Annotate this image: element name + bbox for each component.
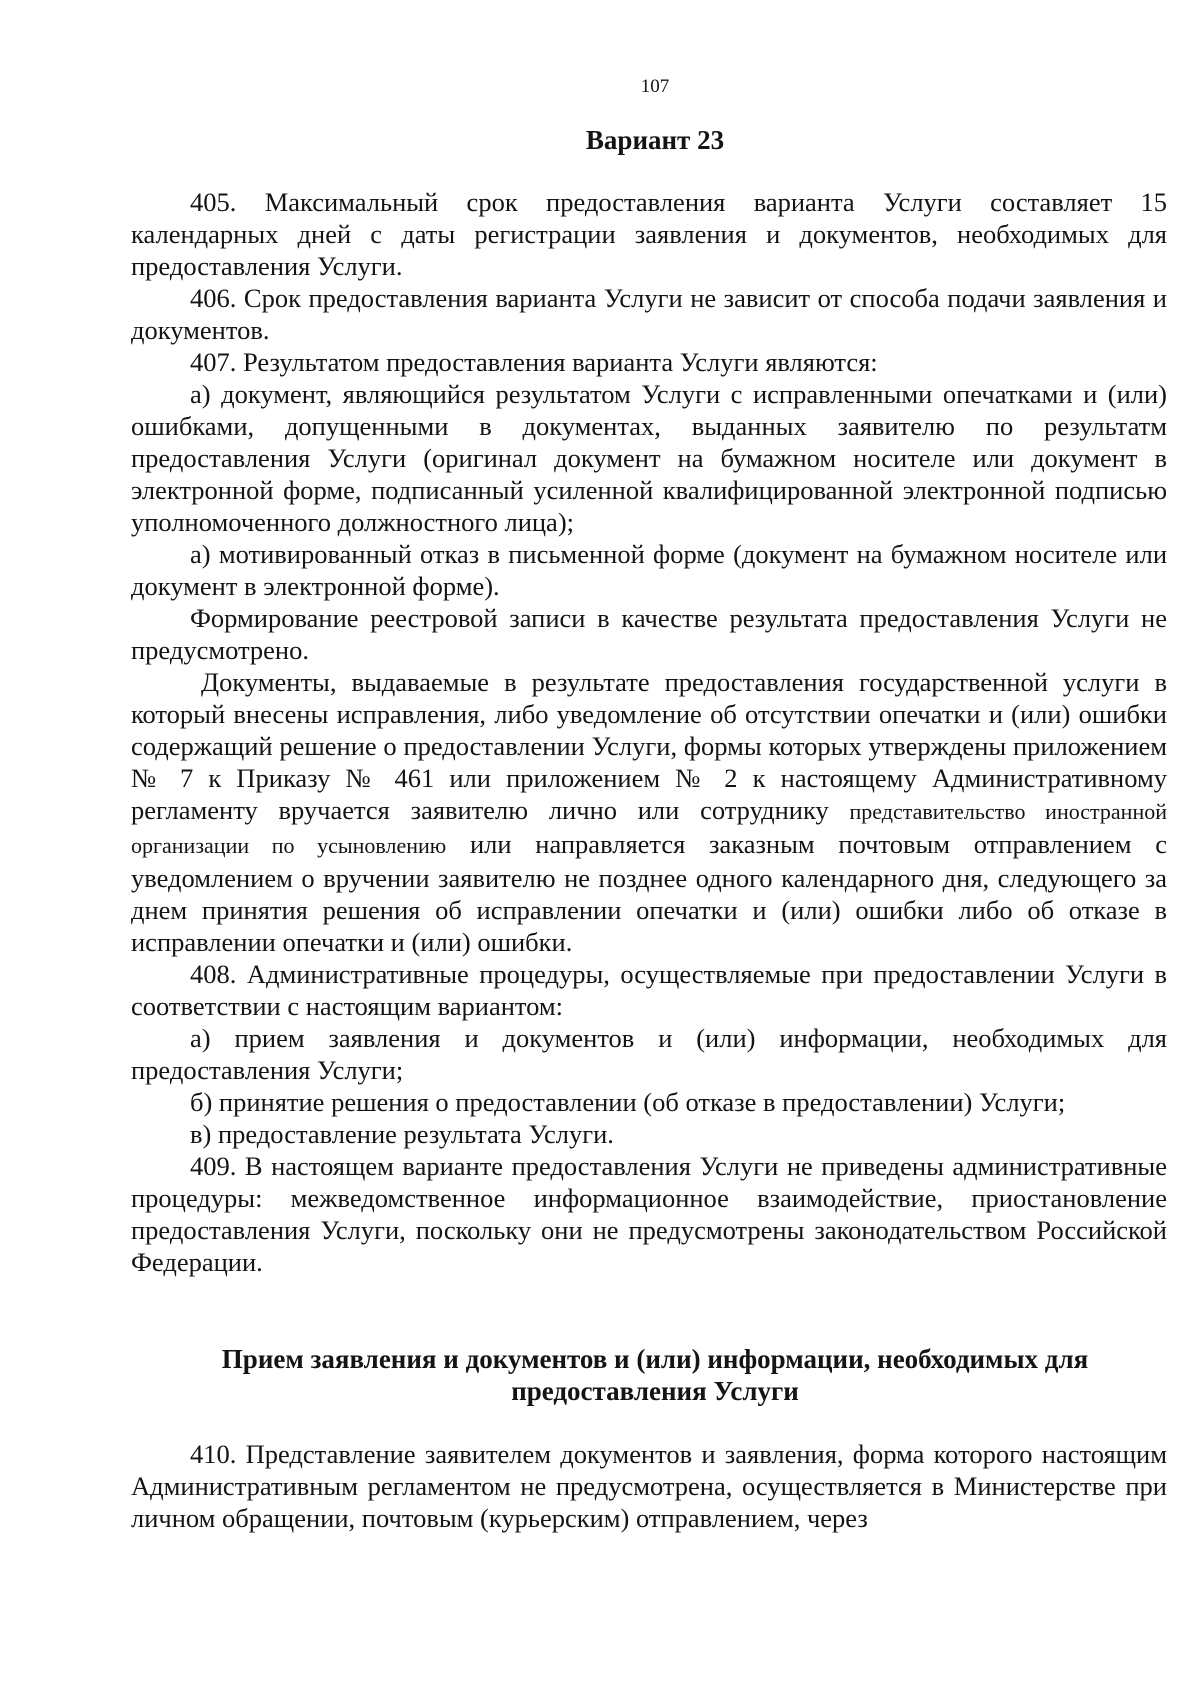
body-text-block (131, 186, 1167, 1278)
paragraph-410: 410. Представление заявителем документов и заявления, форма которого настоящим Административным регламентом не предусмотрена, осуществляется в Министерстве при личном обращении, почтовым (курьерским) отправлением, через (131, 1439, 1167, 1533)
issued-documents-text-2: или направляется заказным почтовым отправлением с уведомлением о вручении заявителю не позднее одного календарного дня, следующего за днем принятия решения об исправлении опечатки и (или) ошибки либо об отказе в исправлении опечатки и (или) ошибки. (131, 829, 1167, 957)
issued-documents-text-1: Документы, выдаваемые в результате предоставления государственной услуги в который внесены исправления, либо уведомление об отсутствии опечатки и (или) ошибки содержащий решение о предоставлении Услуги, формы которых утверждены приложением № 7 к Приказу № 461 или приложением № 2 к настоящему Административному регламенту вручается заявителю лично или сотруднику (131, 667, 1167, 825)
paragraph-405: 405. Максимальный срок предоставления варианта Услуги составляет 15 календарных дней с даты регистрации заявления и документов, необходимых для предоставления Услуги. (131, 187, 1167, 281)
paragraph-408-item-b: б) принятие решения о предоставлении (об отказе в предоставлении) Услуги; (190, 1087, 1066, 1117)
paragraph-registry-note: Формирование реестровой записи в качестве результата предоставления Услуги не предусмотрено. (131, 603, 1167, 665)
page-number: 107 (640, 76, 670, 97)
paragraph-407-item-a-refusal: а) мотивированный отказ в письменной форме (документ на бумажном носителе или документ в электронной форме). (131, 539, 1167, 601)
paragraph-406: 406. Срок предоставления варианта Услуги не зависит от способа подачи заявления и документов. (131, 283, 1167, 345)
issued-documents-text-small: представительство иностранной организации по усыновлению (131, 799, 1167, 858)
section-heading-line-1: Прием заявления и документов и (или) информации, необходимых для (221, 1344, 1089, 1374)
section-heading-line-2: предоставления Услуги (511, 1376, 799, 1406)
section-heading (50, 1343, 1200, 1407)
paragraph-issued-documents (131, 666, 1167, 958)
variant-heading: Вариант 23 (585, 125, 725, 155)
body-text-block-2 (131, 1438, 1167, 1534)
paragraph-408-item-c: в) предоставление результата Услуги. (190, 1119, 614, 1149)
paragraph-408-item-a: а) прием заявления и документов и (или) информации, необходимых для предоставления Услуги; (131, 1023, 1167, 1085)
paragraph-407-item-a: а) документ, являющийся результатом Услуги с исправленными опечатками и (или) ошибками, допущенными в документах, выданных заявителю по результатм предоставления Услуги (оригинал документ на бумажном носителе или документ в электронной форме, подписанный усиленной квалифицированной электронной подписью уполномоченного должностного лица); (131, 379, 1167, 537)
paragraph-408: 408. Административные процедуры, осуществляемые при предоставлении Услуги в соответствии с настоящим вариантом: (131, 959, 1167, 1021)
paragraph-407: 407. Результатом предоставления варианта Услуги являются: (190, 347, 878, 377)
paragraph-409: 409. В настоящем варианте предоставления Услуги не приведены административные процедуры: межведомственное информационное взаимодействие, приостановление предоставления Услуги, поскольку они не предусмотрены законодательством Российской Федерации. (131, 1151, 1167, 1277)
